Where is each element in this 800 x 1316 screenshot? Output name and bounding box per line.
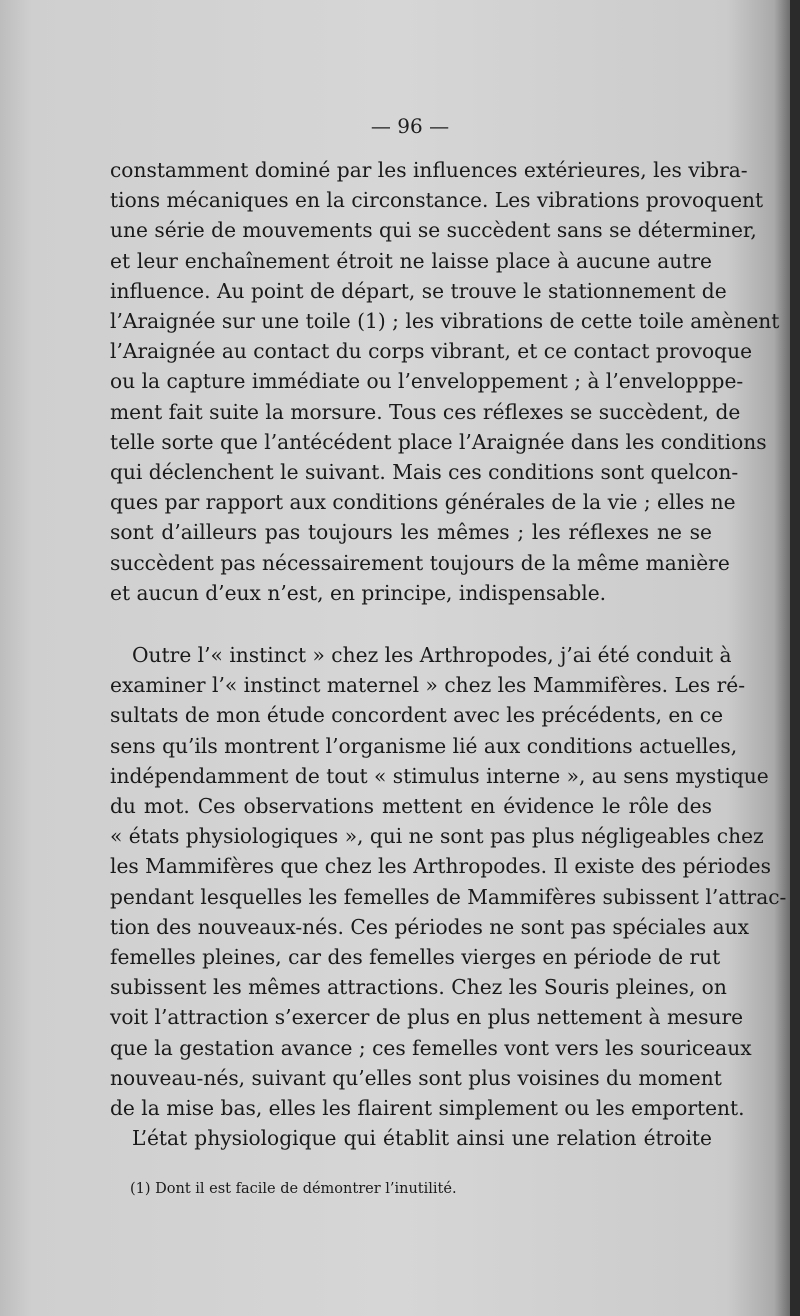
paragraph-1	[110, 155, 780, 608]
text-line: tion des nouveaux-nés. Ces périodes ne sont pas spéciales aux	[110, 914, 750, 939]
text-line: de la mise bas, elles les flairent simplement ou les emportent.	[110, 1096, 745, 1121]
text-line: ment fait suite la morsure. Tous ces réflexes se succèdent, de	[110, 399, 741, 424]
text-line: subissent les mêmes attractions. Chez les Souris pleines, on	[110, 975, 727, 1000]
text-line: les Mammifères que chez les Arthropodes. Il existe des périodes	[110, 854, 771, 879]
text-line: tions mécaniques en la circonstance. Les vibrations provoquent	[110, 188, 764, 213]
text-line: succèdent pas nécessairement toujours de la même manière	[110, 550, 730, 575]
text-line: constamment dominé par les influences extérieures, les vibra-	[110, 158, 748, 182]
text-line: indépendamment de tout « stimulus interne », au sens mystique	[110, 763, 769, 788]
text-line: et aucun d’eux n’est, en principe, indispensable.	[110, 580, 607, 605]
text-line: pendant lesquelles les femelles de Mammifères subissent l’attrac-	[110, 884, 787, 909]
page-number: — 96 —	[370, 114, 450, 138]
text-line: Outre l’« instinct » chez les Arthropodes, j’ai été conduit à	[132, 643, 732, 668]
text-line: et leur enchaînement étroit ne laisse place à aucune autre	[110, 248, 712, 273]
text-line: influence. Au point de départ, se trouve le stationnement de	[110, 278, 727, 303]
text-line: du mot. Ces observations mettent en évidence le rôle des	[110, 794, 712, 819]
text-line: femelles pleines, car des femelles vierges en période de rut	[110, 945, 721, 970]
paragraph-2	[110, 640, 787, 1123]
text-line: une série de mouvements qui se succèdent sans se déterminer,	[110, 218, 757, 243]
text-line: examiner l’« instinct maternel » chez les Mammifères. Les ré-	[110, 673, 746, 698]
text-line: sont d’ailleurs pas toujours les mêmes ; les réflexes ne se	[110, 520, 712, 545]
text-line: L’état physiologique qui établit ainsi une relation étroite	[132, 1126, 712, 1151]
text-line: sultats de mon étude concordent avec les précédents, en ce	[110, 703, 724, 728]
text-line: sens qu’ils montrent l’organisme lié aux conditions actuelles,	[110, 733, 738, 758]
text-line: telle sorte que l’antécédent place l’Araignée dans les conditions	[110, 429, 767, 454]
text-line: qui déclenchent le suivant. Mais ces conditions sont quelcon-	[110, 460, 739, 485]
text-line: nouveau-nés, suivant qu’elles sont plus voisines du moment	[110, 1065, 722, 1090]
text-line: « états physiologiques », qui ne sont pas plus négligeables chez	[110, 824, 764, 849]
paragraph-3	[110, 1123, 712, 1153]
text-line: voit l’attraction s’exercer de plus en plus nettement à mesure	[110, 1005, 744, 1030]
text-line: l’Araignée au contact du corps vibrant, et ce contact provoque	[110, 339, 753, 364]
footnote: (1) Dont il est facile de démontrer l’inutilité.	[130, 1181, 457, 1197]
paragraph-gap	[110, 608, 712, 640]
body-text	[110, 155, 787, 1154]
text-line: que la gestation avance ; ces femelles vont vers les souriceaux	[110, 1035, 752, 1060]
text-line: ques par rapport aux conditions générales de la vie ; elles ne	[110, 490, 736, 515]
text-line: l’Araignée sur une toile (1) ; les vibrations de cette toile amènent	[110, 309, 780, 334]
text-line: ou la capture immédiate ou l’enveloppement ; à l’envelopppe-	[110, 369, 744, 394]
